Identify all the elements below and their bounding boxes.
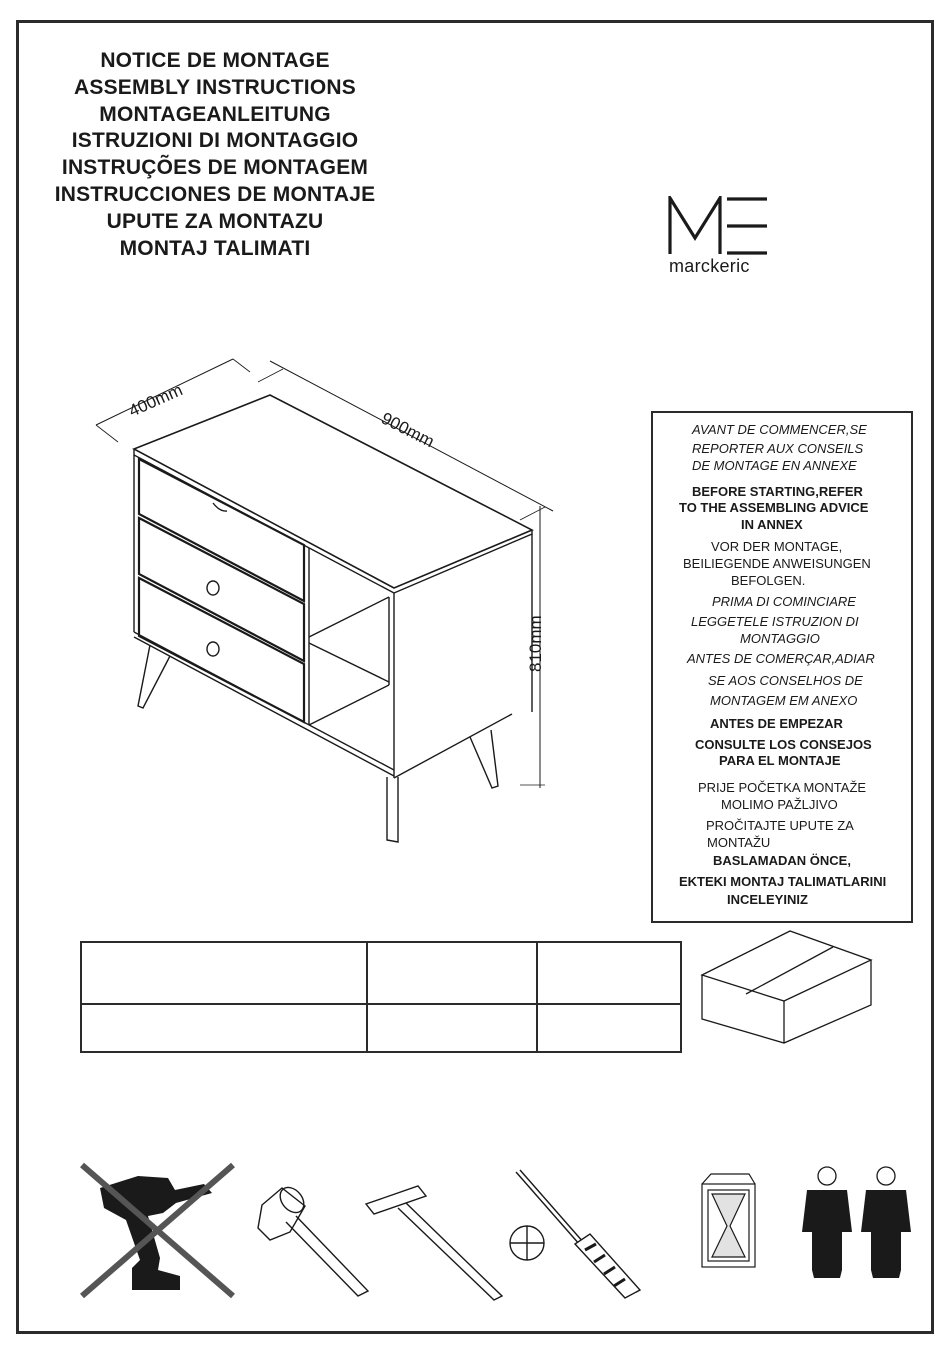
no-power-drill-icon (82, 1165, 233, 1296)
notice-hr-3: PROČITAJTE UPUTE ZA (706, 818, 854, 833)
title-hr: UPUTE ZA MONTAZU (106, 209, 324, 233)
title-de: MONTAGEANLEITUNG (99, 102, 331, 126)
title-tr: MONTAJ TALIMATI (119, 236, 311, 260)
hourglass-icon (702, 1174, 755, 1267)
depth-dimension: 400mm (125, 380, 186, 421)
notice-en-3: IN ANNEX (741, 517, 803, 532)
notice-es-1: ANTES DE EMPEZAR (710, 716, 843, 731)
table-cell (81, 942, 367, 1004)
notice-de-3: BEFOLGEN. (731, 573, 806, 588)
table-cell (367, 942, 537, 1004)
table-cell (81, 1004, 367, 1052)
title-pt: INSTRUÇÕES DE MONTAGEM (61, 156, 369, 180)
hammer-icon (366, 1186, 502, 1300)
mallet-icon (258, 1183, 368, 1296)
notice-hr-2: MOLIMO PAŽLJIVO (721, 797, 838, 812)
notice-it-1: PRIMA DI COMINCIARE (712, 594, 856, 609)
table-cell (537, 1004, 681, 1052)
notice-it-2: LEGGETELE ISTRUZION DI (691, 614, 859, 629)
notice-de-2: BEILIEGENDE ANWEISUNGEN (683, 556, 871, 571)
notice-tr-1: BASLAMADAN ÖNCE, (713, 853, 851, 868)
package-box-icon (702, 931, 871, 1043)
title-it: ISTRUZIONI DI MONTAGGIO (71, 129, 359, 153)
title-fr: NOTICE DE MONTAGE (100, 49, 330, 72)
title-en: ASSEMBLY INSTRUCTIONS (74, 75, 356, 99)
notice-fr-3: DE MONTAGE EN ANNEXE (692, 458, 857, 473)
notice-pt-3: MONTAGEM EM ANEXO (710, 693, 858, 708)
notice-en-2: TO THE ASSEMBLING ADVICE (679, 500, 869, 515)
notice-hr-1: PRIJE POČETKA MONTAŽE (698, 780, 867, 795)
table-row (81, 1004, 681, 1052)
notice-es-2: CONSULTE LOS CONSEJOS (695, 737, 872, 752)
height-dimension: 810mm (526, 615, 545, 672)
table-row (81, 942, 681, 1004)
two-people-icon (802, 1167, 911, 1278)
brand-name: marckeric (669, 256, 750, 276)
notice-pt-1: ANTES DE COMERÇAR,ADIAR (687, 651, 875, 666)
notice-hr-4: MONTAŽU (707, 835, 771, 850)
assembly-advice-box (651, 411, 913, 923)
notice-tr-3: INCELEYINIZ (727, 892, 808, 907)
notice-pt-2: SE AOS CONSELHOS DE (708, 673, 863, 688)
notice-fr-1: AVANT DE COMMENCER,SE (692, 422, 867, 437)
notice-it-3: MONTAGGIO (740, 631, 820, 646)
product-info-table (80, 941, 682, 1053)
title-es: INSTRUCCIONES DE MONTAJE (54, 182, 376, 206)
notice-fr-2: REPORTER AUX CONSEILS (692, 441, 864, 456)
notice-es-3: PARA EL MONTAJE (719, 753, 841, 768)
notice-tr-2: EKTEKI MONTAJ TALIMATLARINI (679, 874, 887, 889)
width-dimension: 900mm (378, 408, 438, 452)
notice-de-1: VOR DER MONTAGE, (711, 539, 843, 554)
table-cell (537, 942, 681, 1004)
phillips-screwdriver-icon (510, 1170, 640, 1298)
notice-en-1: BEFORE STARTING,REFER (692, 484, 863, 499)
table-cell (367, 1004, 537, 1052)
